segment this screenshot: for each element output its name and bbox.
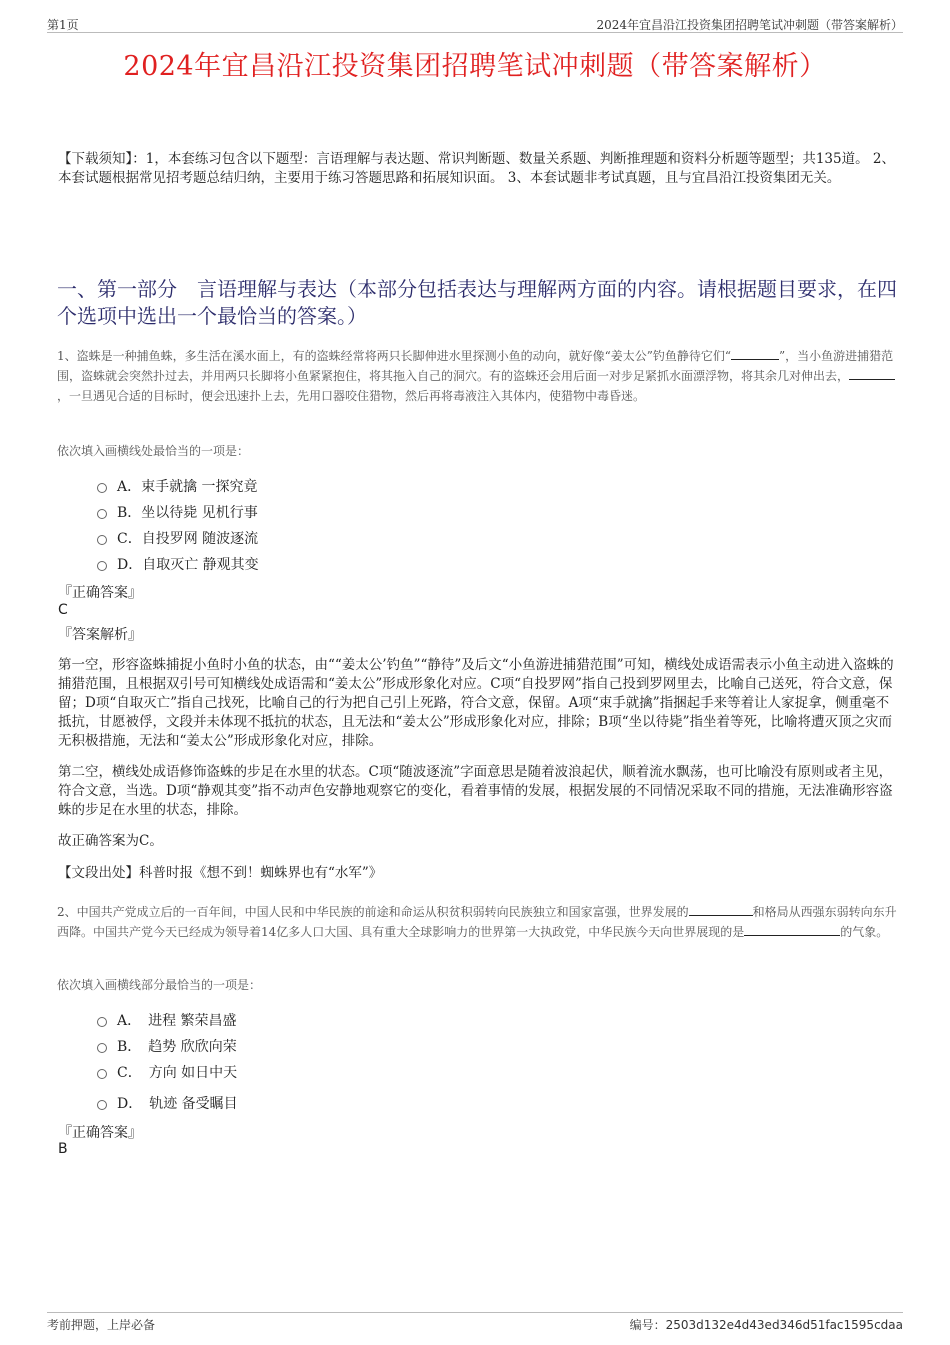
radio-icon[interactable] <box>97 1069 107 1079</box>
blank-2 <box>849 367 895 380</box>
page-title: 2024年宜昌沿江投资集团招聘笔试冲刺题（带答案解析） <box>123 51 827 82</box>
question-1-analysis-label: 『答案解析』 <box>58 627 142 643</box>
header-doc-title: 2024年宜昌沿江投资集团招聘笔试冲刺题（带答案解析） <box>596 18 903 32</box>
question-1-option-c[interactable]: C．自投罗网 随波逐流 <box>97 528 258 548</box>
radio-icon[interactable] <box>97 535 107 545</box>
blank-3 <box>689 903 753 916</box>
question-1-analysis-1: 第一空，形容盗蛛捕捉小鱼时小鱼的状态，由““姜太公’钓鱼”“静待”及后文“小鱼游进捕猎范围”可知，横线处成语需表示小鱼主动进入盗蛛的捕猎范围，且根据双引号可知横线处成语需和“姜太公”形成形象化对应。C项“自投罗网”指自己投到罗网里去，比喻自己送死，符合文意，保留；D项“自取灭亡”指自己找死，比喻自己的行为把自己引上死路，符合文意，保留。A项“束手就擒”指捆起手来等着让人家捉拿，侧重毫不抵抗，甘愿被俘，文段并未体现不抵抗的状态，且无法和“姜太公”形成形象化对应，排除；B项“坐以待毙”指坐着等死，比喻将遭灭顶之灾而无积极措施，无法和“姜太公”形成形象化对应，排除。 <box>58 657 894 749</box>
radio-icon[interactable] <box>97 1017 107 1027</box>
radio-icon[interactable] <box>97 561 107 571</box>
section-heading: 一、第一部分 言语理解与表达（本部分包括表达与理解两方面的内容。请根据题目要求，在四个选项中选出一个最恰当的答案。） <box>57 277 897 328</box>
question-1-option-d[interactable]: D．自取灭亡 静观其变 <box>97 554 259 574</box>
page-header <box>47 14 903 33</box>
question-2-text: 2、中国共产党成立后的一百年间，中国人民和中华民族的前途和命运从积贫积弱转向民族独立和国家富强，世界发展的 和格局从西强东弱转向东升西降。中国共产党今天已经成为领导着14亿多人口大国、具有重大全球影响力的世界第一大执政党，中华民族今天向世界展现的是 的气象。 <box>57 905 897 939</box>
question-2-option-c[interactable]: C． 方向 如日中天 <box>97 1062 237 1082</box>
question-2-answer: B <box>58 1141 68 1157</box>
blank-4 <box>744 923 840 936</box>
question-2-option-a[interactable]: A． 进程 繁荣昌盛 <box>97 1010 237 1030</box>
radio-icon[interactable] <box>97 1043 107 1053</box>
question-1-prompt: 依次填入画横线处最恰当的一项是： <box>57 444 250 458</box>
question-1-answer: C <box>58 602 68 618</box>
question-1-option-a[interactable]: A．束手就擒 一探究竟 <box>97 476 258 496</box>
question-1-text: 1、盗蛛是一种捕鱼蛛，多生活在溪水面上，有的盗蛛经常将两只长脚伸进水里探测小鱼的动向，就好像“姜太公”钓鱼静待它们“ ”，当小鱼游进捕猎范围，盗蛛就会突然扑过去，并用两只长脚将小鱼紧紧抱住，将其拖入自己的洞穴。有的盗蛛还会用后面一对步足紧抓水面漂浮物，将其余几对伸出去，，一旦遇见合适的目标时，便会迅速扑上去，先用口器咬住猎物，然后再将毒液注入其体内，使猎物中毒昏迷。 <box>57 349 894 403</box>
question-1-answer-label: 『正确答案』 <box>58 585 142 601</box>
radio-icon[interactable] <box>97 483 107 493</box>
download-notice: 【下载须知】：1，本套练习包含以下题型：言语理解与表达题、常识判断题、数量关系题、判断推理题和资料分析题等题型；共135道。 2、本套试题根据常见招考题总结归纳，主要用于练习答题思路和拓展知识面。 3、本套试题非考试真题，且与宜昌沿江投资集团无关。 <box>58 151 895 186</box>
radio-icon[interactable] <box>97 1100 107 1110</box>
radio-icon[interactable] <box>97 509 107 519</box>
question-1-conclusion: 故正确答案为C。 <box>58 833 163 849</box>
blank-1 <box>731 347 779 360</box>
footer-code: 编号：2503d132e4d43ed346d51fac1595cdaa <box>629 1318 903 1332</box>
question-2-prompt: 依次填入画横线部分最恰当的一项是： <box>57 978 262 992</box>
question-1-option-b[interactable]: B．坐以待毙 见机行事 <box>97 502 258 522</box>
question-2-answer-label: 『正确答案』 <box>58 1125 142 1141</box>
question-2-option-d[interactable]: D． 轨迹 备受瞩目 <box>97 1093 238 1113</box>
question-1-source: 【文段出处】科普时报《想不到！蜘蛛界也有“水军”》 <box>58 865 383 881</box>
question-2-option-b[interactable]: B． 趋势 欣欣向荣 <box>97 1036 237 1056</box>
page-number: 第1页 <box>47 18 79 32</box>
footer-slogan: 考前押题，上岸必备 <box>47 1318 156 1332</box>
page-footer <box>47 1312 903 1331</box>
question-1-analysis-2: 第二空，横线处成语修饰盗蛛的步足在水里的状态。C项“随波逐流”字面意思是随着波浪起伏，顺着流水飘荡，也可比喻没有原则或者主见，符合文意，当选。D项“静观其变”指不动声色安静地观察它的变化，看着事情的发展，根据发展的不同情况采取不同的措施，无法准确形容盗蛛的步足在水里的状态，排除。 <box>58 764 893 818</box>
